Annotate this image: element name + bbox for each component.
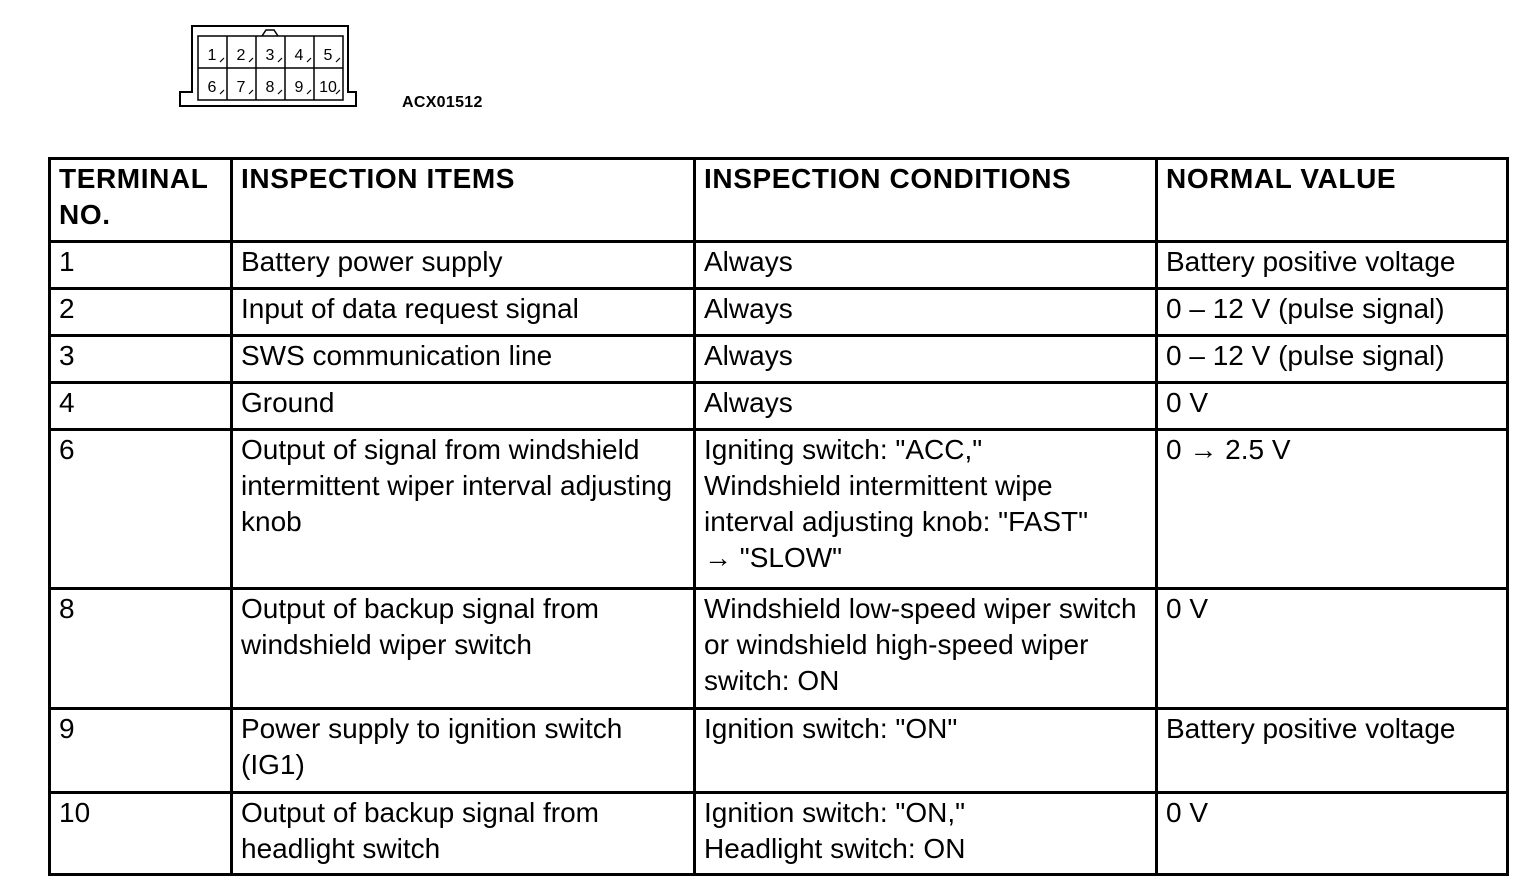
pin-label: 9 xyxy=(294,79,304,96)
cell-condition: Windshield low-speed wiper switch or windshield high-speed wiper switch: ON xyxy=(695,589,1157,709)
pin-label: 10 xyxy=(319,79,337,96)
cell-value: Battery positive voltage xyxy=(1157,242,1508,289)
cell-terminal: 2 xyxy=(50,289,232,336)
cell-terminal: 4 xyxy=(50,383,232,430)
cell-item: Output of backup signal from windshield wiper switch xyxy=(232,589,695,709)
cell-value: 0 V xyxy=(1157,589,1508,709)
header-normal-value: NORMAL VALUE xyxy=(1157,159,1508,242)
cell-terminal: 6 xyxy=(50,430,232,589)
cell-value: 0 – 12 V (pulse signal) xyxy=(1157,336,1508,383)
cell-condition: Ignition switch: "ON" xyxy=(695,709,1157,793)
table-row xyxy=(50,242,1508,289)
pin-label: 6 xyxy=(207,79,217,96)
pin-label: 3 xyxy=(265,47,275,64)
table-row xyxy=(50,289,1508,336)
cell-condition: Always xyxy=(695,336,1157,383)
cell-condition: Igniting switch: "ACC," Windshield intermittent wipe interval adjusting knob: "FAST" → "SLOW" xyxy=(695,430,1157,589)
pin-label: 8 xyxy=(265,79,275,96)
header-terminal-no: TERMINAL NO. xyxy=(50,159,232,242)
cell-item: Power supply to ignition switch (IG1) xyxy=(232,709,695,793)
pin-label: 2 xyxy=(236,47,246,64)
cell-value: Battery positive voltage xyxy=(1157,709,1508,793)
cell-item: SWS communication line xyxy=(232,336,695,383)
pin-label: 4 xyxy=(294,47,304,64)
cell-terminal: 9 xyxy=(50,709,232,793)
cell-value: 0 – 12 V (pulse signal) xyxy=(1157,289,1508,336)
header-inspection-conditions: INSPECTION CONDITIONS xyxy=(695,159,1157,242)
table-row xyxy=(50,589,1508,709)
pin-label: 7 xyxy=(236,79,246,96)
cell-condition: Ignition switch: "ON," Headlight switch: ON xyxy=(695,793,1157,875)
cell-condition: Always xyxy=(695,242,1157,289)
cell-item: Output of signal from windshield intermittent wiper interval adjusting knob xyxy=(232,430,695,589)
header-inspection-items: INSPECTION ITEMS xyxy=(232,159,695,242)
cell-condition: Always xyxy=(695,289,1157,336)
table-row xyxy=(50,383,1508,430)
cell-value: 0 V xyxy=(1157,793,1508,875)
table-row xyxy=(50,430,1508,589)
cell-condition: Always xyxy=(695,383,1157,430)
cell-terminal: 10 xyxy=(50,793,232,875)
table-header-row xyxy=(50,159,1508,242)
pin-label: 1 xyxy=(207,47,217,64)
figure-code: ACX01512 xyxy=(402,94,483,111)
cell-item: Output of backup signal from headlight switch xyxy=(232,793,695,875)
cell-terminal: 1 xyxy=(50,242,232,289)
cell-terminal: 8 xyxy=(50,589,232,709)
cell-value: 0 V xyxy=(1157,383,1508,430)
cell-item: Ground xyxy=(232,383,695,430)
cell-item: Input of data request signal xyxy=(232,289,695,336)
cell-terminal: 3 xyxy=(50,336,232,383)
connector-diagram xyxy=(176,22,362,110)
table-row xyxy=(50,793,1508,875)
cell-item: Battery power supply xyxy=(232,242,695,289)
table-row xyxy=(50,709,1508,793)
pin-label: 5 xyxy=(323,47,333,64)
table-row xyxy=(50,336,1508,383)
connector-latch xyxy=(262,30,278,36)
inspection-table xyxy=(48,157,1509,876)
cell-value: 0 → 2.5 V xyxy=(1157,430,1508,589)
